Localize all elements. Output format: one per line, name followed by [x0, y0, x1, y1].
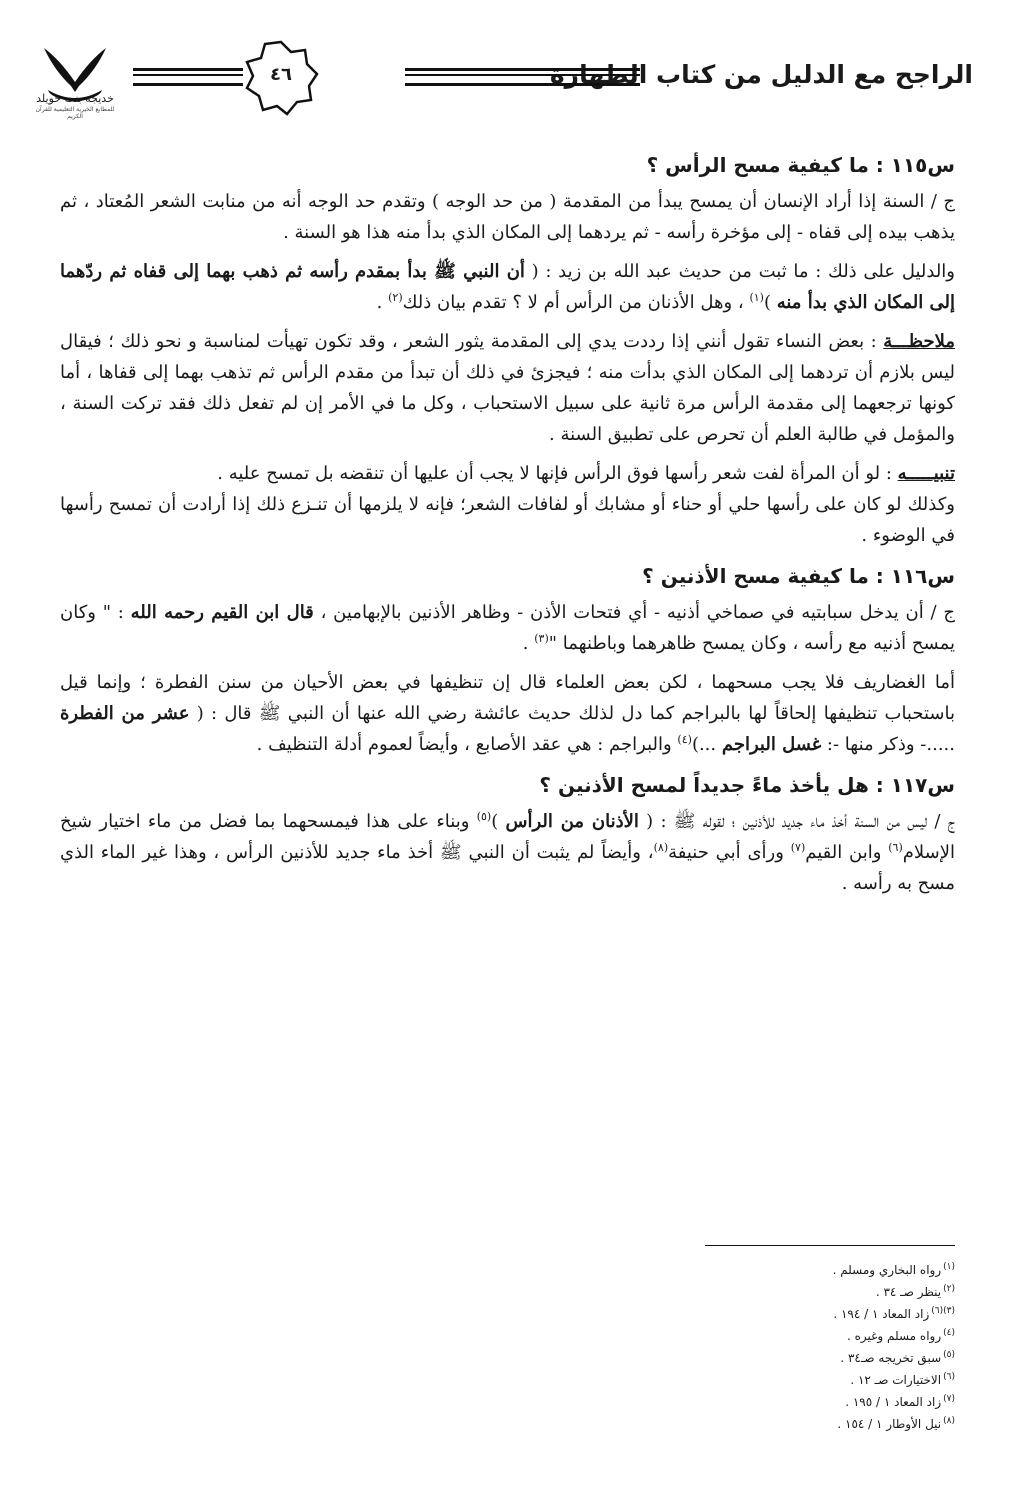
- footnote-item: [655, 1302, 955, 1324]
- question-117: س١١٧ : هل يأخذ ماءً جديداً لمسح الأذنين ؟: [539, 773, 955, 797]
- answer-116: ج / أن يدخل سبابتيه في صماخي أذنيه - أي فتحات الأذن - وظاهر الأذنين بالإبهامين ، قال ابن القيم رحمه الله : " وكان يمسح أذنيه مع رأسه ، وكان يمسح ظاهرهما وباطنهما "$^{(٣)}$ .: [60, 602, 955, 654]
- answer-117: [60, 806, 955, 899]
- footnote-text: زاد المعاد ١ / ١٩٤ .: [833, 1307, 930, 1321]
- footnote-ref-8[interactable]: (٨): [653, 841, 669, 854]
- note-text: : بعض النساء تقول أنني إذا رددت يدي إلى المقدمة يثور الشعر ، وقد تكون تهيأت لمناسبة و نحو ذلك ؛ فيقال ليس بلازم أن تردهما إلى المكان الذي بدأت منه ؛ فيجزئ في ذلك أن تبدأ من مقدم الرأس ثم تذهب بهما إلى قفاها ، أما كونها ترجعهما إلى مقدمة الرأس مرة ثانية على سبيل الاستحباب ، وكل ما في الأمر إن لم تفعل ذلك فقد تركت السنة ، والمؤمل في طالبة العلم أن تحرص على تطبيق السنة .: [60, 331, 955, 445]
- footnote-text: رواه مسلم وغيره .: [846, 1329, 942, 1343]
- footnote-mark: (٥): [943, 1350, 955, 1360]
- footnote-item: [655, 1412, 955, 1434]
- hadith-fitra-mid: .....- وذكر منها -:: [826, 734, 955, 755]
- note-label: ملاحظـــة: [883, 331, 955, 352]
- footnote-ref-3[interactable]: (٣): [534, 632, 549, 645]
- footnote-mark: (٨): [943, 1416, 955, 1426]
- footnote-text: الاختيارات صـ ١٢ .: [850, 1373, 942, 1387]
- question-115: س١١٥ : ما كيفية مسح الرأس ؟: [646, 153, 955, 177]
- answer-116-text: ج / أن يدخل سبابتيه في صماخي أذنيه - أي فتحات الأذن - وظاهر الأذنين بالإبهامين ،: [320, 602, 955, 623]
- footnote-text: رواه البخاري ومسلم .: [832, 1263, 942, 1277]
- footnote-ref-2[interactable]: (٢): [388, 291, 403, 304]
- footnote-text: سبق تخريجه صـ٣٤ .: [840, 1351, 942, 1365]
- footnote-mark: (٧): [943, 1394, 955, 1404]
- evidence-intro: والدليل على ذلك : ما ثبت من حديث عبد الله بن زيد : (: [531, 261, 955, 282]
- footnote-item: [655, 1258, 955, 1280]
- evidence-tail: ، وهل الأذنان من الرأس أم لا ؟ تقدم بيان ذلك: [402, 292, 744, 313]
- footnote-ref-5[interactable]: (٥): [476, 810, 492, 823]
- cartilage-paragraph: [60, 667, 955, 760]
- warning-text: : لو أن المرأة لفت شعر رأسها فوق الرأس فإنها لا يجب أن عليها أن تنقضه بل تمسح عليه .: [217, 463, 892, 484]
- footnote-ref-7[interactable]: (٧): [790, 841, 806, 854]
- footnote-item: [655, 1368, 955, 1390]
- footnote-item: [655, 1390, 955, 1412]
- warning-paragraph-2: وكذلك لو كان على رأسها حلي أو حناء أو مشابك أو لفافات الشعر؛ فإنه لا يلزمها أن تنـزع ذلك إذا أرادت أن تمسح رأسها في الوضوء .: [60, 494, 955, 546]
- footnote-ref-6[interactable]: (٦): [888, 841, 903, 854]
- logo-name: خديجة بنت خويلد: [36, 92, 114, 105]
- answer-117-ibn-qayyim: وابن القيم: [805, 842, 882, 863]
- answer-117-cont: وبناء على هذا فيمسحهما بما فضل من ماء اختيار شيخ الإسلام: [60, 811, 955, 863]
- footnote-separator: [705, 1245, 955, 1246]
- logo-subtitle: للمطابع الخيرية التعليمية للقرآن الكريم: [35, 106, 115, 120]
- page-header: [0, 28, 1015, 118]
- hadith-ears-close: ): [491, 811, 499, 832]
- footnote-mark: (٤): [943, 1328, 955, 1338]
- footnotes: [655, 1258, 955, 1434]
- answer-115: ج / السنة إذا أراد الإنسان أن يمسح يبدأ من المقدمة ( من حد الوجه ) وتقدم حد الوجه أنه من منابت الشعر المُعتاد ، ثم يذهب بيده إلى قفاه - إلى مؤخرة رأسه - ثم يردهما إلى المكان الذي بدأ منه هذا هو السنة .: [60, 191, 955, 243]
- answer-116-quote: : " وكان يمسح أذنيه مع رأسه ، وكان يمسح ظاهرهما وباطنهما ": [60, 602, 955, 654]
- warning-paragraph: [60, 458, 955, 489]
- footnote-text: زاد المعاد ١ / ١٩٥ .: [845, 1395, 942, 1409]
- note-paragraph: [60, 326, 955, 450]
- question-116: س١١٦ : ما كيفية مسح الأذنين ؟: [642, 564, 955, 588]
- hadith-barajim: غسل البراجم: [721, 734, 822, 755]
- hadith-close: ...): [691, 734, 717, 755]
- barajim-definition: والبراجم : هي عقد الأصابع ، وأيضاً لعموم أدلة التنظيف .: [256, 734, 672, 755]
- footnote-item: [655, 1346, 955, 1368]
- footnote-item: [655, 1324, 955, 1346]
- footnote-ref-1[interactable]: (١): [749, 291, 764, 304]
- footnote-text: نيل الأوطار ١ / ١٥٤ .: [837, 1417, 942, 1431]
- footnote-mark: (٣)(٦): [931, 1306, 955, 1316]
- answer-117-abu-hanifa: ورأى أبي حنيفة: [668, 842, 784, 863]
- footnote-item: [655, 1280, 955, 1302]
- hadith-fitra: عشر من الفطرة: [60, 703, 190, 724]
- footnote-mark: (١): [943, 1262, 955, 1272]
- evidence-hadith: أن النبي ﷺ بدأ بمقدم رأسه ثم ذهب بهما إلى قفاه ثم ردّهما إلى المكان الذي بدأ منه: [60, 261, 955, 313]
- footnote-text: ينظر صـ ٣٤ .: [875, 1285, 942, 1299]
- answer-117-end: ، وأيضاً لم يثبت أن النبي ﷺ أخذ ماء جديد للأذنين الرأس ، وهذا غير الماء الذي مسح به رأسه .: [60, 842, 955, 894]
- evidence-115: والدليل على ذلك : ما ثبت من حديث عبد الله بن زيد : ( أن النبي ﷺ بدأ بمقدم رأسه ثم ذهب بهما إلى قفاه ثم ردّهما إلى المكان الذي بدأ منه )$^{(١)}$ ، وهل الأذنان من الرأس أم لا ؟ تقدم بيان ذلك$^{(٢)}$ .: [60, 261, 955, 313]
- footnote-ref-4[interactable]: (٤): [677, 733, 692, 746]
- header-rule-right: [405, 68, 640, 86]
- footnote-mark: (٢): [943, 1284, 955, 1294]
- page-body: [60, 140, 955, 907]
- hadith-ears: الأذنان من الرأس: [505, 811, 639, 832]
- cartilage-text: أما الغضاريف فلا يجب مسحهما ، لكن بعض العلماء قال إن تنظيفها في بعض الأحيان من سنن الفطرة ؛ وإنما قيل باستحباب تنظيفها إلحاقاً لها بالبراجم كما دل لذلك حديث عائشة رضي الله عنها أن النبي ﷺ قال : (: [60, 672, 956, 724]
- answer-116-attribution: قال ابن القيم رحمه الله: [130, 602, 314, 623]
- page-number: ٤٦: [270, 64, 292, 85]
- book-title: الراجح مع الدليل من كتاب الطهارة: [549, 60, 973, 89]
- warning-label: تنبيـــــه: [897, 463, 955, 484]
- footnote-mark: (٦): [943, 1372, 955, 1382]
- answer-117-text: ج / ليس من السنة أخذ ماء جديد للأذنين ؛ لقوله ﷺ : (: [646, 811, 955, 832]
- header-rule-left: [133, 68, 243, 86]
